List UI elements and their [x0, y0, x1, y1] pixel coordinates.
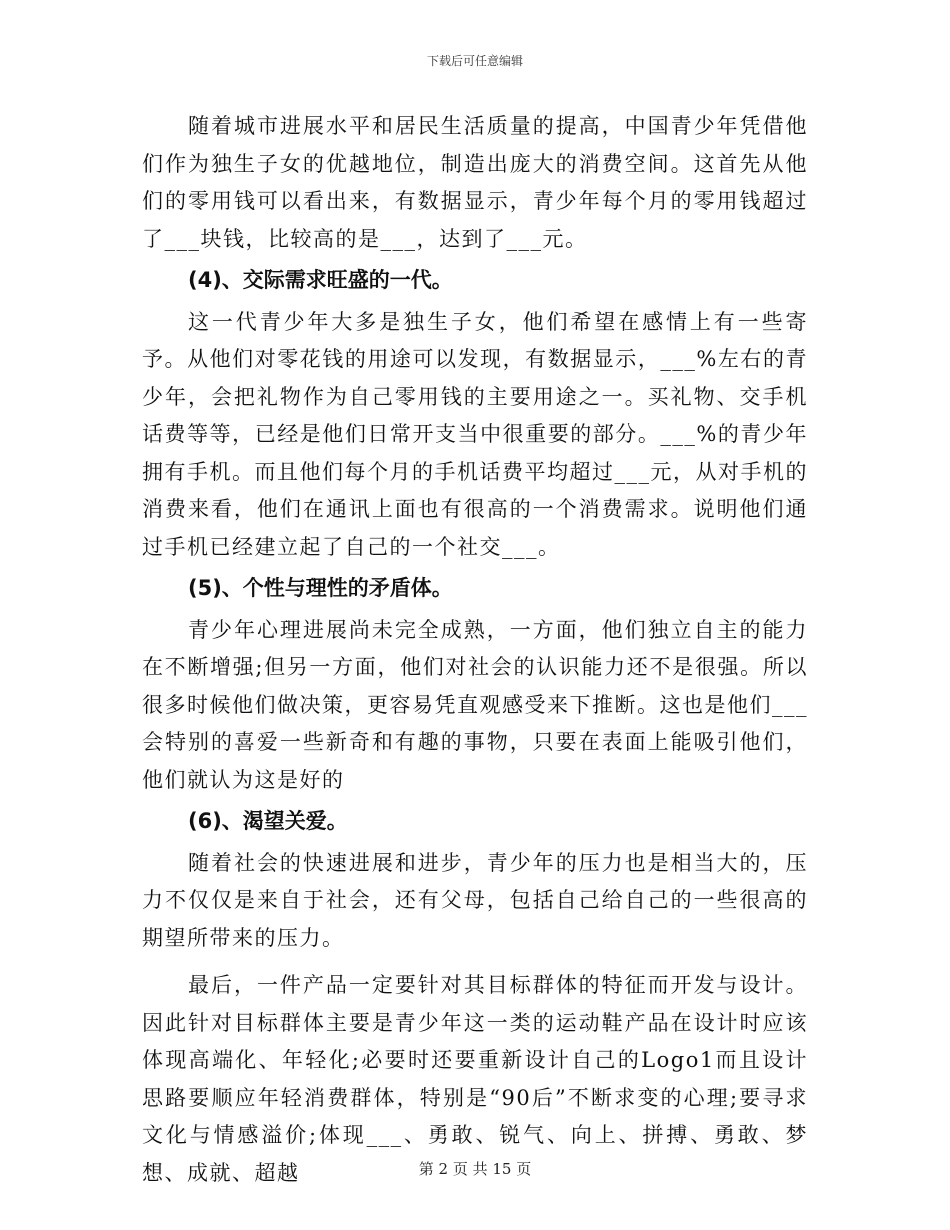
page-footer: 第 2 页 共 15 页 — [418, 1160, 532, 1178]
heading-personality-rationality: (5)、个性与理性的矛盾体。 — [188, 576, 453, 600]
paragraph-social-needs: 这一代青少年大多是独生子女，他们希望在感情上有一些寄予。从他们对零花钱的用途可以发现，有数据显示，___%左右的青少年，会把礼物作为自己零用钱的主要用途之一。买礼物、交手机话费等等，已经是他们日常开支当中很重要的部分。___%的青少年拥有手机。而且他们每个月的手机话费平均超过___元，从对手机的消费来看，他们在通讯上面也有很高的一个消费需求。说明他们通过手机已经建立起了自己的一个社交___。 — [142, 309, 808, 559]
document-body — [142, 108, 808, 1192]
paragraph-spending-space: 随着城市进展水平和居民生活质量的提高，中国青少年凭借他们作为独生子女的优越地位，制造出庞大的消费空间。这首先从他们的零用钱可以看出来，有数据显示，青少年每个月的零用钱超过了___块钱，比较高的是___，达到了___元。 — [142, 114, 808, 251]
heading-social-needs: (4)、交际需求旺盛的一代。 — [188, 268, 453, 292]
paragraph-conclusion: 最后，一件产品一定要针对其目标群体的特征而开发与设计。因此针对目标群体主要是青少年这一类的运动鞋产品在设计时应该体现高端化、年轻化;必要时还要重新设计自己的Logo1而且设计思路要顺应年轻消费群体，特别是“90后”不断求变的心理;要寻求文化与情感溢价;体现___、勇敢、锐气、向上、拼搏、勇敢、梦想、成就、超越 — [142, 973, 808, 1185]
paragraph-desire-care: 随着社会的快速进展和进步，青少年的压力也是相当大的，压力不仅仅是来自于社会，还有父母，包括自己给自己的一些很高的期望所带来的压力。 — [142, 850, 808, 950]
page-header: 下载后可任意编辑 — [426, 54, 523, 68]
heading-desire-care: (6)、渴望关爱。 — [188, 809, 348, 833]
paragraph-personality-rationality: 青少年心理进展尚未完全成熟，一方面，他们独立自主的能力在不断增强;但另一方面，他们对社会的认识能力还不是很强。所以很多时候他们做决策，更容易凭直观感受来下推断。这也是他们___会特别的喜爱一些新奇和有趣的事物，只要在表面上能吸引他们，他们就认为这是好的 — [142, 617, 808, 792]
